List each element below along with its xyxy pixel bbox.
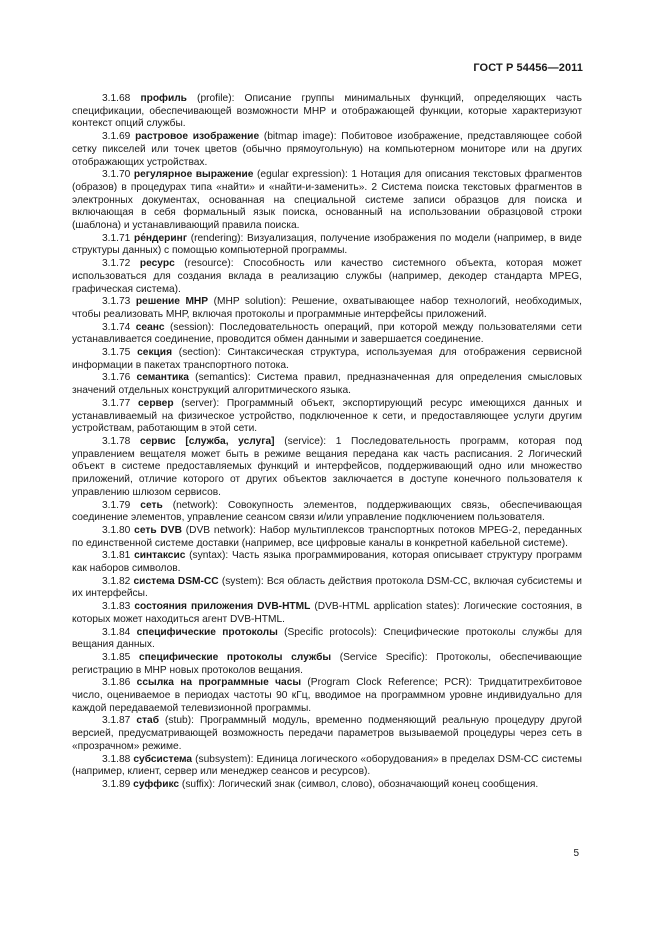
definitions-list <box>72 93 582 792</box>
entry-number: 3.1.82 <box>102 575 131 587</box>
entry-number: 3.1.84 <box>102 626 131 638</box>
entry-term: сеанс <box>135 321 165 333</box>
entry-number: 3.1.80 <box>102 524 131 536</box>
entry-number: 3.1.88 <box>102 753 131 765</box>
entry-text: (egular expression): 1 Нотация для описания текстовых фрагментов (образов) в процедурах типа «найти» и «найти-и-заменить». 2 Система поиска текстовых фрагментов в электронных документах, основанная на специальной системе записи образцов для поиска и включающая в себя формальный язык поиска, основанный на использовании образцовой строки (шаблона) и устанавливающий правила поиска. <box>72 169 582 232</box>
entry-number: 3.1.69 <box>102 131 131 143</box>
entry-text: (rendering): Визуализация, получение изображения по модели (например, в виде структуры данных) с помощью компьютерной программы. <box>72 232 582 257</box>
entry-text: (server): Программный объект, экспортирующий ресурс имеющихся данных и устанавливаемый на физическое устройство, подключенное к сети, и предоставляющее услуги другим устройствам, работающим в этой сети. <box>72 397 582 435</box>
entry-number: 3.1.87 <box>102 715 131 727</box>
definition-entry <box>72 550 582 575</box>
entry-text: (Specific protocols): Специфические протоколы службы для вещания данных. <box>72 626 583 651</box>
entry-text: (section): Синтаксическая структура, используемая для отображения сервисной информации в пакетах транспортного потока. <box>72 347 582 371</box>
entry-text: (service): 1 Последовательность программ, которая под управлением вещателя может быть в режиме вещания передана как часть расписания. 2 Логический объект в системе предоставляемых функций и интерфейсов, поддерживающий одно или множество приложений, отличие которого от других объектов заключается в доступе конечного пользователя к управлению шлюзом сервисов. <box>72 435 582 498</box>
definition-entry <box>72 576 582 601</box>
entry-term: специфические протоколы <box>136 626 278 638</box>
entry-text: (DVB-HTML application states): Логические состояния, в которых может находиться агент DVB-HTML. <box>72 601 582 625</box>
definition-entry <box>72 779 582 792</box>
definition-entry <box>72 296 582 321</box>
definition-entry <box>72 233 582 258</box>
entry-term: профиль <box>140 93 187 104</box>
entry-term: система DSM-CC <box>133 575 219 587</box>
page-number: 5 <box>573 848 579 859</box>
definition-entry <box>72 525 582 550</box>
entry-text: (bitmap image): Побитовое изображение, представляющее собой сетку пикселей или точек цветов (обычно прямоугольную) на компьютерном мониторе или на других отображающих устройствах. <box>72 131 582 168</box>
definition-entry <box>72 436 582 500</box>
entry-number: 3.1.72 <box>102 258 131 270</box>
definition-entry <box>72 398 582 436</box>
definition-entry <box>72 677 582 715</box>
definition-entry <box>72 715 582 753</box>
definition-entry <box>72 652 582 677</box>
entry-text: (session): Последовательность операций, при которой между пользователями сети устанавливается соединение, проводится обмен данными и завершается соединение. <box>72 321 582 346</box>
entry-number: 3.1.89 <box>102 778 131 790</box>
entry-number: 3.1.78 <box>102 435 131 447</box>
entry-number: 3.1.75 <box>102 347 131 359</box>
definition-entry <box>72 754 582 779</box>
entry-term: субсистема <box>133 753 193 765</box>
definition-entry <box>72 93 582 131</box>
entry-number: 3.1.81 <box>102 550 131 562</box>
entry-term: сеть DVB <box>134 524 182 536</box>
definition-entry <box>72 500 582 525</box>
entry-number: 3.1.70 <box>102 169 131 181</box>
entry-number: 3.1.79 <box>102 499 131 511</box>
entry-number: 3.1.85 <box>102 651 131 663</box>
entry-term: ссылка на программные часы <box>136 677 302 689</box>
definition-entry <box>72 372 582 397</box>
entry-text: (profile): Описание группы минимальных функций, определяющих часть спецификации, обеспечивающей возможности МНР и отображающей функции, которые характеризуют контекст опций службы. <box>72 93 582 130</box>
entry-term: состояния приложения DVB-HTML <box>134 601 311 613</box>
entry-text: (Service Specific): Протоколы, обеспечивающие регистрацию в МНР новых протоколов вещания. <box>72 651 582 676</box>
entry-text: (Program Clock Reference; PCR): Тридцатитрехбитовое число, оцениваемое в периодах частоты 90 кГц, вводимое на программном уровне индивидуально для каждой передаваемой телевизионной программы. <box>72 677 582 714</box>
entry-term: семантика <box>136 372 189 384</box>
definition-entry <box>72 322 582 347</box>
entry-term: регулярное выражение <box>133 169 254 181</box>
entry-term: ресурс <box>139 258 175 270</box>
entry-number: 3.1.76 <box>102 372 131 384</box>
entry-term: суффикс <box>133 778 180 790</box>
entry-term: специфические протоколы службы <box>138 651 332 663</box>
entry-term: секция <box>137 347 173 359</box>
entry-term: ре́ндеринг <box>134 232 188 244</box>
entry-text: (syntax): Часть языка программирования, которая описывает структуру программ как наборов символов. <box>72 550 582 575</box>
entry-term: стаб <box>136 715 159 727</box>
entry-number: 3.1.77 <box>102 397 131 409</box>
definition-entry <box>72 169 582 233</box>
definition-entry <box>72 258 582 296</box>
entry-number: 3.1.83 <box>102 601 131 613</box>
entry-text: (stub): Программный модуль, временно подменяющий реальную процедуру другой версией, предусматривающей возможность передачи параметров вызываемой процедуры через сеть в «прозрачном» режиме. <box>72 715 582 752</box>
standard-header: ГОСТ Р 54456—2011 <box>473 62 583 74</box>
entry-number: 3.1.86 <box>102 677 131 689</box>
entry-text: (semantics): Система правил, предназначенная для определения смысловых значений отдельных конструкций алгоритмического языка. <box>72 372 582 397</box>
entry-term: сеть <box>140 499 163 511</box>
entry-number: 3.1.71 <box>102 232 131 244</box>
entry-text: (suffix): Логический знак (символ, слово), обозначающий конец сообщения. <box>179 778 539 790</box>
entry-text: (system): Вся область действия протокола DSM-CC, включая субсистемы и их интерфейсы. <box>72 575 582 600</box>
definition-entry <box>72 601 582 626</box>
entry-number: 3.1.74 <box>102 321 131 333</box>
entry-text: (subsystem): Единица логического «оборудования» в пределах DSM-CC системы (например, клиент, сервер или менеджер сеансов и ресурсов). <box>72 753 582 778</box>
entry-term: сервис [служба, услуга] <box>139 435 275 447</box>
entry-number: 3.1.73 <box>102 296 131 308</box>
entry-text: (network): Совокупность элементов, поддерживающих связь, обеспечивающая соединение элементов, управление сеансом связи и/или управление подключением пользователя. <box>72 499 582 524</box>
entry-text: (DVB network): Набор мультиплексов транспортных потоков MPEG-2, переданных по единственной системе доставки (например, все цифровые каналы в конкретной кабельной системе). <box>72 524 582 549</box>
entry-term: растровое изображение <box>135 131 260 143</box>
entry-term: синтаксис <box>134 550 186 562</box>
entry-term: сервер <box>138 397 174 409</box>
definition-entry <box>72 131 582 169</box>
entry-number: 3.1.68 <box>102 93 131 104</box>
entry-text: (resource): Способность или качество системного объекта, которая может использоваться для создания вклада в реализацию службы (например, декодер стандарта MPEG, графическая система). <box>72 258 582 295</box>
definition-entry <box>72 627 582 652</box>
definition-entry <box>72 347 582 372</box>
entry-term: решение МНР <box>135 296 209 308</box>
entry-text: (MHP solution): Решение, охватывающее набор технологий, необходимых, чтобы реализовать МНР, включая протоколы и программные интерфейсы приложений. <box>72 296 582 320</box>
